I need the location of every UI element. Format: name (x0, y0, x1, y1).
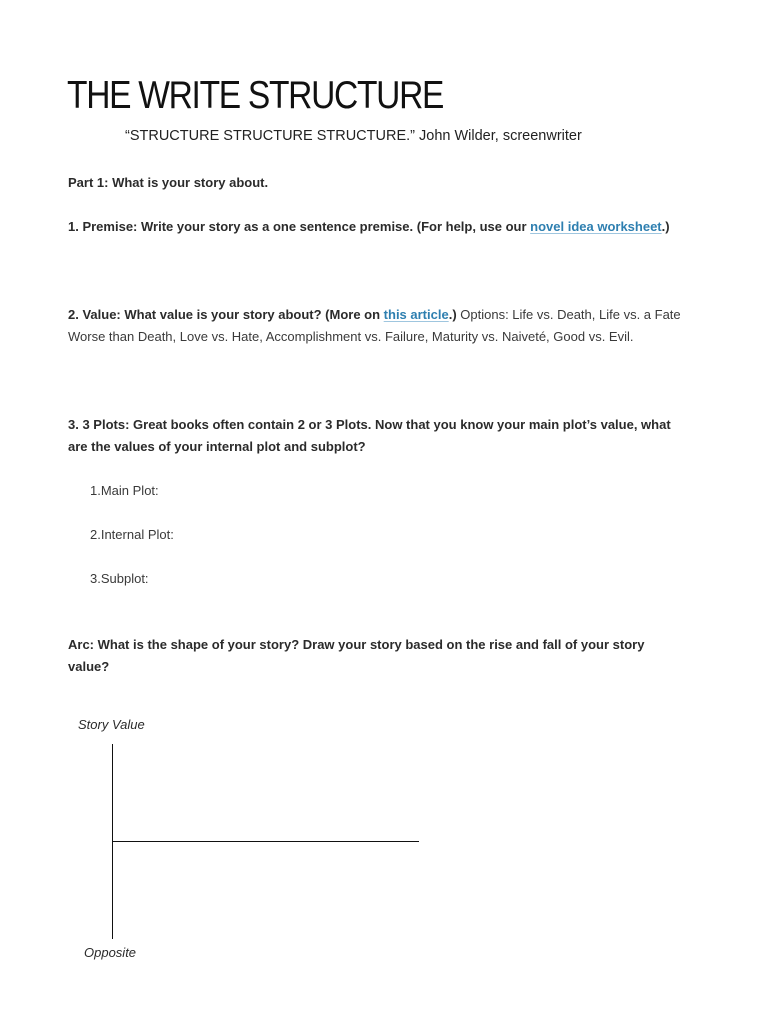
list-item-subplot: 3.Subplot: (90, 571, 149, 586)
question-premise-suffix: .) (661, 219, 670, 234)
question-value-suffix: .) (448, 307, 457, 322)
value-options: Options: Life vs. Death, Life vs. a Fate Worse than Death, Love vs. Hate, Accomplishment vs. Failure, Maturity vs. Naiveté, Good vs. Evil. (68, 307, 681, 344)
epigraph-quote: “STRUCTURE STRUCTURE STRUCTURE.” John Wilder, screenwriter (125, 128, 582, 144)
y-axis-bottom-label: Opposite (84, 945, 137, 960)
question-value-text: 2. Value: What value is your story about? (More on (68, 307, 384, 322)
question-plots-text: 3. 3 Plots: Great books often contain 2 or 3 Plots. Now that you know your main plot’s value, what are the values of your internal plot and subplot? (68, 417, 671, 454)
question-value (68, 304, 708, 348)
question-arc-text: Arc: What is the shape of your story? Draw your story based on the rise and fall of your story value? (68, 637, 645, 674)
list-item-internal-plot: 2.Internal Plot: (90, 527, 174, 542)
page-title: THE WRITE STRUCTURE (67, 74, 444, 117)
question-premise (68, 216, 728, 238)
question-premise-text: 1. Premise: Write your story as a one sentence premise. (For help, use our (68, 219, 531, 234)
this-article-link[interactable]: this article (383, 307, 449, 322)
list-item-main-plot: 1.Main Plot: (90, 483, 159, 498)
question-plots (68, 414, 688, 458)
y-axis-top-label: Story Value (78, 717, 145, 732)
part1-heading: Part 1: What is your story about. (68, 175, 269, 190)
novel-idea-worksheet-link[interactable]: novel idea worksheet (530, 219, 662, 234)
horizontal-axis-line (112, 841, 419, 842)
question-arc (68, 634, 688, 678)
